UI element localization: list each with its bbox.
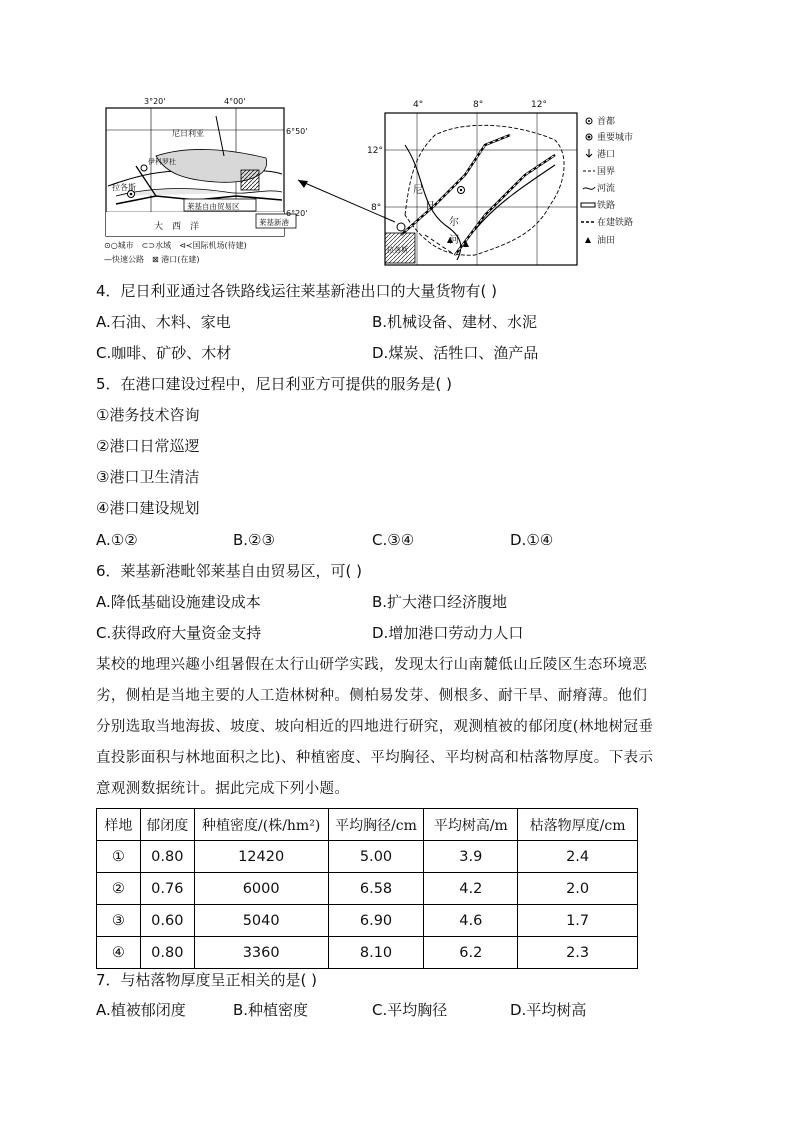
table-cell: 0.60: [140, 905, 194, 937]
q5-option-d[interactable]: D.①④: [510, 531, 554, 549]
table-cell: 4.6: [424, 905, 518, 937]
map1-new-port: 莱基新港: [259, 218, 289, 227]
q7-option-a[interactable]: A.植被郁闭度: [96, 1001, 186, 1019]
map2-lon-12: 12°: [531, 100, 547, 110]
map2-lon-8: 8°: [473, 100, 484, 110]
q4-option-b[interactable]: B.机械设备、建材、水泥: [372, 313, 538, 331]
q6-option-b[interactable]: B.扩大港口经济腹地: [372, 593, 508, 611]
q5-item-1: ①港务技术咨询: [96, 406, 200, 424]
table-cell: 12420: [194, 841, 328, 873]
map-nigeria: [365, 95, 685, 270]
passage-line: 直投影面积与林地面积之比)、种植密度、平均胸径、平均树高和枯落物厚度。下表示: [96, 750, 654, 766]
table-cell: 6.2: [424, 937, 518, 969]
table-cell: ④: [97, 937, 141, 969]
q4-stem: 4．尼日利亚通过各铁路线运往莱基新港出口的大量货物有( ): [96, 282, 498, 300]
map2-river-char-1: 尼: [413, 185, 423, 196]
q5-option-a[interactable]: A.①②: [96, 531, 138, 549]
q7-stem: 7．与枯落物厚度呈正相关的是( ): [96, 971, 318, 989]
table-header: 郁闭度: [140, 809, 194, 841]
observation-table: [96, 808, 638, 969]
table-cell: 5040: [194, 905, 328, 937]
q7-option-d[interactable]: D.平均树高: [510, 1001, 587, 1019]
legend-railway-construction: 在建铁路: [597, 218, 634, 228]
table-header: 平均胸径/cm: [328, 809, 424, 841]
map-lagos-region: [96, 96, 314, 266]
q5-item-3: ③港口卫生清洁: [96, 468, 200, 486]
table-cell: 1.7: [518, 905, 638, 937]
map2-lon-4: 4°: [413, 100, 424, 110]
q5-item-2: ②港口日常巡逻: [96, 437, 200, 455]
table-header-row: [97, 809, 638, 841]
map1-free-trade-zone: 莱基自由贸易区: [187, 202, 240, 211]
q6-option-d[interactable]: D.增加港口劳动力人口: [372, 624, 524, 642]
table-header: 枯落物厚度/cm: [518, 809, 638, 841]
table-cell: 5.00: [328, 841, 424, 873]
map2-river-char-4: 河: [449, 235, 459, 246]
table-cell: 2.3: [518, 937, 638, 969]
legend-river: 河流: [597, 184, 616, 194]
table-cell: 2.4: [518, 841, 638, 873]
q5-option-b[interactable]: B.②③: [233, 531, 275, 549]
table-cell: 6000: [194, 873, 328, 905]
map2-legend: [581, 115, 633, 246]
q4-option-c[interactable]: C.咖啡、矿砂、木材: [96, 344, 232, 362]
map1-lat-bottom: 6°20': [286, 209, 308, 218]
q6-option-a[interactable]: A.降低基础设施建设成本: [96, 593, 261, 611]
q4-option-a[interactable]: A.石油、木料、家电: [96, 313, 231, 331]
table-cell: 3.9: [424, 841, 518, 873]
map1-city-ikorodu: 伊科罗杜: [148, 158, 176, 166]
q4-option-d[interactable]: D.煤炭、活牲口、渔产品: [372, 344, 539, 362]
legend-capital: 首都: [597, 117, 616, 127]
legend-border: 国界: [597, 167, 616, 177]
table-header: 种植密度/(株/hm²): [194, 809, 328, 841]
table-cell: 4.2: [424, 873, 518, 905]
map1-legend-line1: ⊙○城市 ⊂⊃水域 ⊲≺国际机场(待建): [104, 241, 247, 250]
legend-port: 港口: [597, 150, 616, 160]
q7-option-c[interactable]: C.平均胸径: [372, 1001, 448, 1019]
table-header: 平均树高/m: [424, 809, 518, 841]
q5-stem: 5．在港口建设过程中，尼日利亚方可提供的服务是( ): [96, 375, 453, 393]
table-cell: 6.58: [328, 873, 424, 905]
q6-option-c[interactable]: C.获得政府大量资金支持: [96, 624, 262, 642]
table-cell: ②: [97, 873, 141, 905]
legend-railway: 铁路: [597, 201, 616, 211]
table-cell: ①: [97, 841, 141, 873]
map1-legend-line2: —快速公路 ⊠ 港口(在建): [104, 255, 200, 264]
q5-item-4: ④港口建设规划: [96, 499, 200, 517]
reading-passage: [96, 650, 696, 805]
table-header: 样地: [97, 809, 141, 841]
table-row: [97, 905, 638, 937]
map1-country-label: 尼日利亚: [172, 129, 204, 138]
map1-city-lagos: 拉各斯: [112, 183, 136, 192]
passage-line: 某校的地理兴趣小组暑假在太行山研学实践，发现太行山南麓低山丘陵区生态环境恶: [96, 657, 648, 673]
passage-line: 分别选取当地海拔、坡度、坡向相近的四地进行研究，观测植被的郁闭度(林地树冠垂: [96, 719, 654, 735]
q5-option-c[interactable]: C.③④: [372, 531, 415, 549]
table-cell: 6.90: [328, 905, 424, 937]
map2-lagos-label: 拉各斯: [387, 246, 408, 254]
q6-stem: 6．莱基新港毗邻莱基自由贸易区，可( ): [96, 562, 363, 580]
table-cell: 2.0: [518, 873, 638, 905]
map1-lon-right: 4°00': [224, 97, 246, 106]
passage-line: 意观测数据统计。据此完成下列小题。: [96, 781, 350, 797]
q7-option-b[interactable]: B.种植密度: [233, 1001, 309, 1019]
table-row: [97, 937, 638, 969]
map1-lat-top: 6°50': [286, 127, 308, 136]
table-cell: 0.76: [140, 873, 194, 905]
map2-river-char-2: 日: [425, 201, 435, 212]
map2-lat-8: 8°: [371, 203, 382, 213]
map1-lon-left: 3°20': [144, 97, 166, 106]
map2-river-char-3: 尔: [449, 217, 459, 228]
table-cell: 0.80: [140, 937, 194, 969]
map2-lat-12: 12°: [367, 146, 383, 156]
table-row: [97, 841, 638, 873]
legend-oil-field: 油田: [597, 236, 616, 246]
passage-line: 劣，侧柏是当地主要的人工造林树种。侧柏易发芽、侧根多、耐干旱、耐瘠薄。他们: [96, 688, 648, 704]
table-cell: 3360: [194, 937, 328, 969]
legend-major-city: 重要城市: [597, 133, 634, 143]
table-cell: ③: [97, 905, 141, 937]
table-cell: 8.10: [328, 937, 424, 969]
map1-ocean-label: 大 西 洋: [154, 222, 200, 232]
table-cell: 0.80: [140, 841, 194, 873]
table-row: [97, 873, 638, 905]
